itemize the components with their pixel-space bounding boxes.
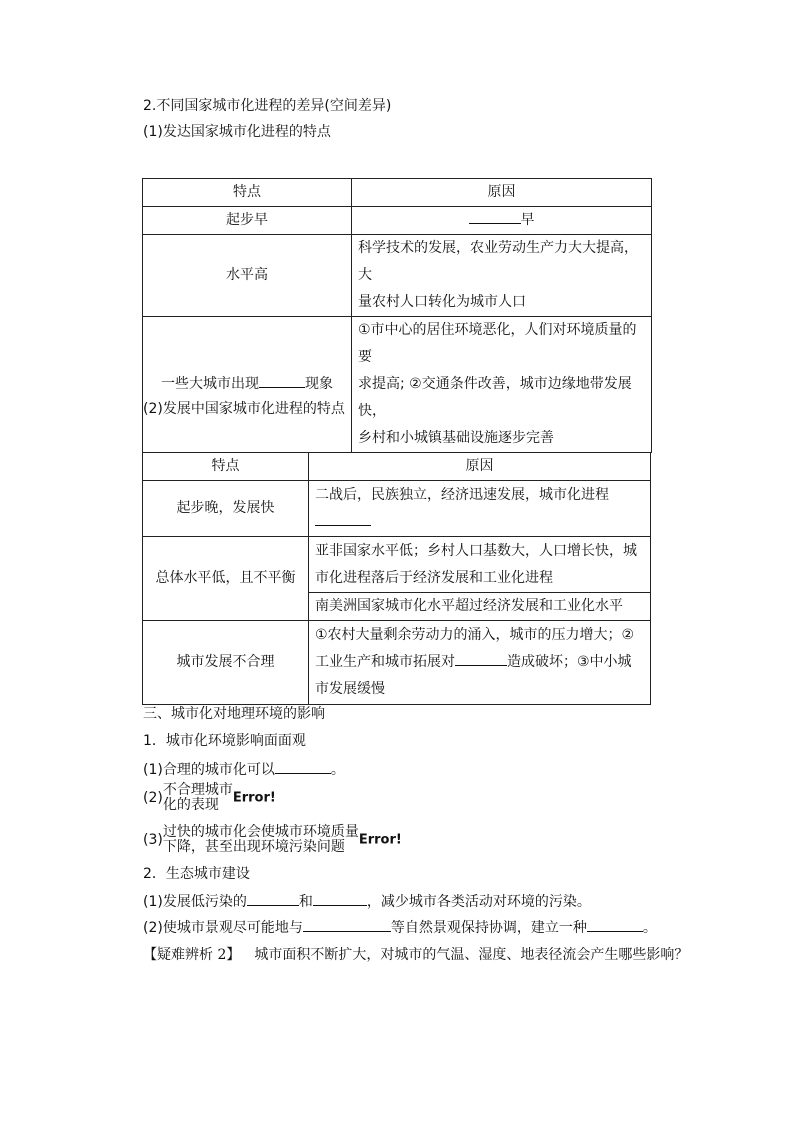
reason-cell (352, 317, 652, 453)
developing-countries-table (142, 452, 651, 705)
subheading-developed: (1)发达国家城市化进程的特点 (143, 124, 331, 140)
reason-text: 造成破坏；③中小城 (507, 654, 632, 670)
subsection-2: 2．生态城市建设 (143, 866, 250, 882)
question-tag: 【疑难辨析 2】 (143, 947, 241, 963)
item-text: (1)合理的城市化可以 (143, 762, 275, 778)
item-text: 。 (642, 920, 657, 936)
reason-cell (352, 235, 652, 317)
reason-line: 市化进程落后于经济发展和工业化进程 (315, 569, 553, 586)
item-1-1 (143, 759, 345, 779)
item-text: 和 (298, 894, 313, 910)
item-text: 。 (330, 762, 345, 778)
stacked-label (163, 825, 359, 855)
reason-text: 工业生产和城市拓展对 (315, 654, 455, 670)
question-line (143, 946, 688, 964)
reason-line: 乡村和小城镇基础设施逐步完善 (358, 430, 554, 446)
header-feature: 特点 (143, 453, 309, 481)
table-row (143, 207, 652, 235)
answer-blank[interactable] (275, 759, 331, 774)
stacked-bottom: 化的表现 (162, 797, 219, 813)
table-row (143, 621, 651, 705)
reason-line: ①农村大量剩余劳动力的涌入，城市的压力增大；② (315, 627, 635, 643)
answer-blank[interactable] (315, 511, 371, 526)
answer-blank[interactable] (303, 917, 391, 932)
question-text: 城市面积不断扩大，对城市的气温、湿度、地表径流会产生哪些影响？ (254, 947, 689, 963)
feature-cell (143, 317, 352, 453)
table-header-row (143, 179, 652, 207)
item-number: (3) (143, 832, 163, 848)
feature-cell: 水平高 (143, 235, 352, 317)
item-text: (1)发展低污染的 (143, 894, 247, 910)
error-text: Error! (358, 832, 402, 848)
item-text: ，减少城市各类活动对环境的污染。 (366, 894, 591, 910)
reason-suffix: 早 (520, 212, 535, 228)
reason-cell: 南美洲国家城市化水平超过经济发展和工业化水平 (309, 593, 651, 621)
answer-blank[interactable] (259, 373, 305, 388)
item-2-2 (143, 917, 657, 937)
table-row (143, 317, 652, 453)
reason-cell (309, 621, 651, 705)
header-reason: 原因 (309, 453, 651, 481)
reason-line: 科学技术的发展，农业劳动生产力大大提高，大 (358, 240, 638, 283)
feature-text: 现象 (305, 376, 333, 392)
header-reason: 原因 (352, 179, 652, 207)
feature-text: 一些大城市出现 (161, 376, 259, 392)
stacked-label (163, 783, 233, 813)
subsection-1: 1．城市化环境影响面面观 (143, 733, 306, 749)
error-text: Error! (232, 790, 276, 806)
reason-line (315, 649, 644, 676)
feature-cell: 起步晚，发展快 (143, 481, 309, 537)
table-row (143, 537, 651, 593)
answer-blank[interactable] (313, 891, 367, 906)
item-text: 等自然景观保持协调，建立一种 (390, 920, 587, 936)
answer-blank[interactable] (455, 651, 507, 666)
section-heading-3: 三、城市化对地理环境的影响 (143, 706, 325, 722)
reason-cell (352, 207, 652, 235)
answer-blank[interactable] (247, 891, 299, 906)
feature-cell: 城市发展不合理 (143, 621, 309, 705)
stacked-top: 过快的城市化会使城市环境质量 (162, 824, 359, 840)
item-text: (2)使城市景观尽可能地与 (143, 920, 303, 936)
answer-blank[interactable] (587, 917, 643, 932)
reason-cell (309, 481, 651, 537)
reason-line: ①市中心的居住环境恶化，人们对环境质量的要 (358, 322, 637, 365)
feature-cell: 总体水平低，且不平衡 (143, 537, 309, 621)
reason-line: 二战后，民族独立，经济迅速发展，城市化进程 (315, 486, 609, 503)
table-header-row (143, 453, 651, 481)
reason-line (315, 509, 644, 536)
reason-line: 亚非国家水平低；乡村人口基数大，人口增长快，城 (315, 542, 637, 559)
heading-spatial-difference: 2.不同国家城市化进程的差异(空间差异) (143, 98, 392, 114)
item-1-3 (143, 825, 402, 855)
subheading-developing: (2)发展中国家城市化进程的特点 (143, 401, 345, 417)
item-1-2 (143, 783, 276, 813)
header-feature: 特点 (143, 179, 352, 207)
table-row (143, 235, 652, 317)
stacked-bottom: 下降，甚至出现环境污染问题 (162, 839, 345, 855)
reason-line: 市发展缓慢 (315, 681, 385, 697)
answer-blank[interactable] (469, 209, 521, 224)
stacked-top: 不合理城市 (162, 782, 233, 798)
reason-line: 求提高; ②交通条件改善，城市边缘地带发展快， (358, 376, 632, 419)
table-row (143, 481, 651, 537)
reason-line: 量农村人口转化为城市人口 (358, 294, 526, 310)
item-2-1 (143, 891, 591, 911)
feature-cell: 起步早 (143, 207, 352, 235)
item-number: (2) (143, 790, 163, 806)
reason-cell (309, 537, 651, 593)
